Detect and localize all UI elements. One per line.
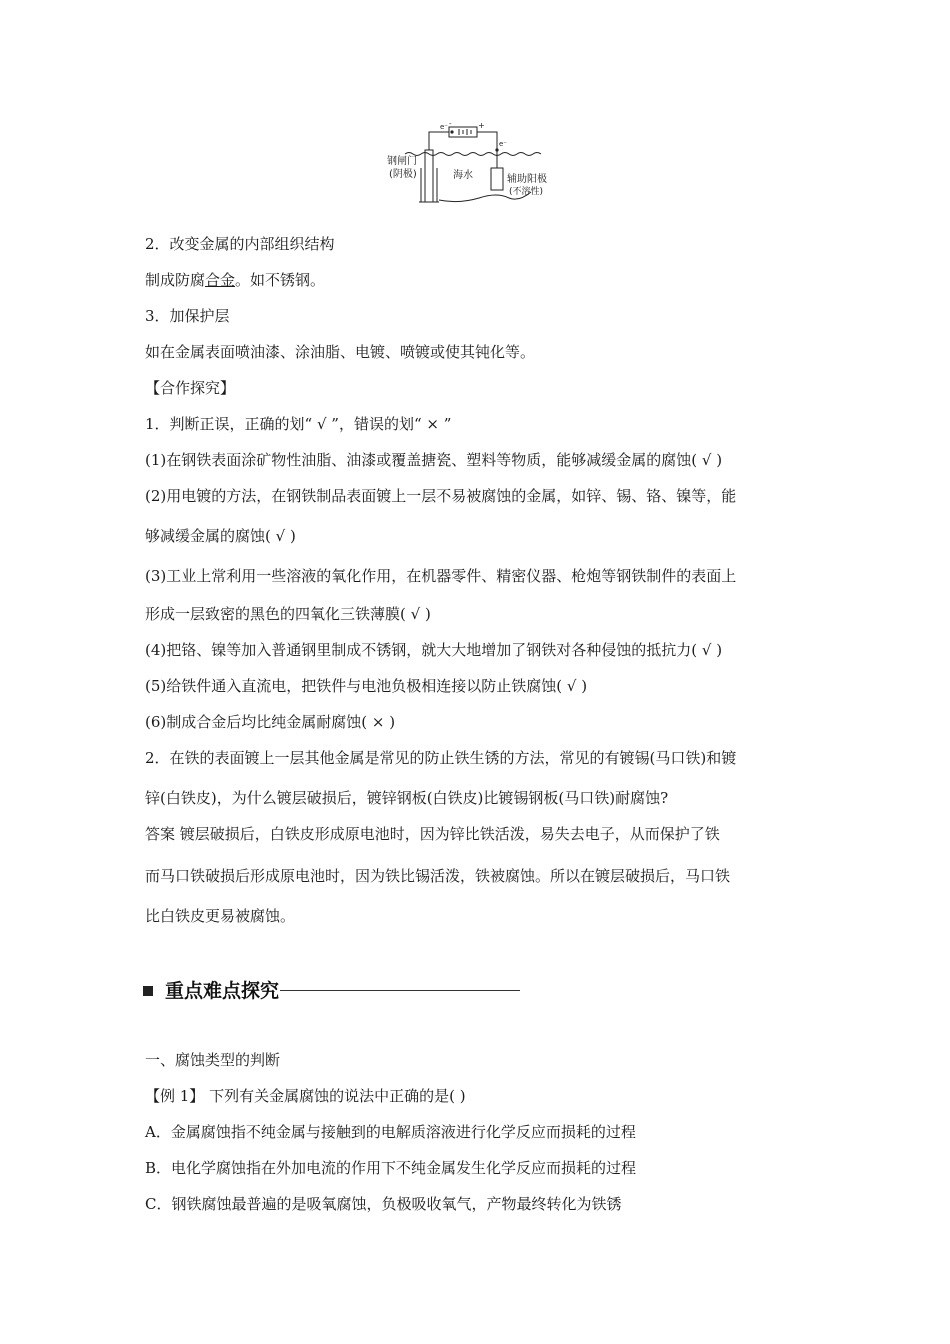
text-span: 制成防腐 — [145, 271, 206, 289]
text-line — [145, 270, 325, 290]
auxiliary-anode-label: 辅助阳极 — [507, 174, 547, 185]
subsection-title: 一、腐蚀类型的判断 — [145, 1051, 281, 1069]
section-heading — [143, 978, 543, 1006]
steel-gate-icon — [425, 150, 433, 202]
section-label: 【合作探究】 — [145, 379, 236, 397]
underlined-term: 合金 — [205, 271, 236, 289]
minus-label: - — [449, 120, 452, 128]
text-span: 。如不锈钢。 — [235, 271, 326, 289]
answer-text: 而马口铁破损后形成原电池时，因为铁比锡活泼，铁被腐蚀。所以在镀层破损后，马口铁 — [145, 867, 731, 885]
question-text: 2．在铁的表面镀上一层其他金属是常见的防止铁生锈的方法，常见的有镀锡(马口铁)和镀 — [145, 749, 737, 767]
question-text: 锌(白铁皮)，为什么镀层破损后，镀锌钢板(白铁皮)比镀锡钢板(马口铁)耐腐蚀? — [145, 789, 669, 807]
question-item: 够减缓金属的腐蚀( √ ) — [145, 527, 296, 545]
steel-gate-label: 钢闸门 — [387, 156, 417, 167]
question-item: (1)在钢铁表面涂矿物性油脂、油漆或覆盖搪瓷、塑料等物质，能够减缓金属的腐蚀( √ ) — [145, 451, 723, 469]
option-b: B．电化学腐蚀指在外加电流的作用下不纯金属发生化学反应而损耗的过程 — [145, 1159, 637, 1177]
question-item: (3)工业上常利用一些溶液的氧化作用，在机器零件、精密仪器、枪炮等钢铁制件的表面上 — [145, 567, 737, 585]
text-line: 3．加保护层 — [145, 307, 230, 325]
heading-rule — [280, 990, 520, 991]
section-title: 重点难点探究 — [165, 980, 280, 1002]
option-c: C．钢铁腐蚀最普遍的是吸氧腐蚀，负极吸收氧气，产物最终转化为铁锈 — [145, 1195, 622, 1213]
question-item: 形成一层致密的黑色的四氧化三铁薄膜( √ ) — [145, 605, 431, 623]
electron-label-right: e⁻ — [499, 140, 508, 148]
question-item: (6)制成合金后均比纯金属耐腐蚀( × ) — [145, 713, 396, 731]
plus-label: + — [478, 121, 485, 130]
question-item: (4)把铬、镍等加入普通钢里制成不锈钢，就大大地增加了钢铁对各种侵蚀的抵抗力( √ ) — [145, 641, 723, 659]
seawater-label: 海水 — [453, 170, 473, 181]
square-bullet-icon — [143, 986, 153, 996]
auxiliary-anode-icon — [491, 168, 503, 190]
cathode-label: (阴极) — [389, 169, 417, 180]
example-question: 【例 1】 下列有关金属腐蚀的说法中正确的是( ) — [145, 1087, 466, 1105]
text-line: 如在金属表面喷油漆、涂油脂、电镀、喷镀或使其钝化等。 — [145, 343, 536, 361]
insoluble-label: (不溶性) — [509, 187, 544, 197]
electron-label-left: e⁻ — [440, 123, 449, 131]
question-item: (5)给铁件通入直流电，把铁件与电池负极相连接以防止铁腐蚀( √ ) — [145, 677, 588, 695]
option-a: A．金属腐蚀指不纯金属与接触到的电解质溶液进行化学反应而损耗的过程 — [145, 1123, 636, 1141]
text-line: 1．判断正误，正确的划“ √ ”，错误的划“ × ” — [145, 415, 452, 433]
answer-text: 比白铁皮更易被腐蚀。 — [145, 907, 296, 925]
answer-text: 答案 镀层破损后，白铁皮形成原电池时，因为锌比铁活泼，易失去电子，从而保护了铁 — [145, 825, 720, 843]
question-item: (2)用电镀的方法，在钢铁制品表面镀上一层不易被腐蚀的金属，如锌、锡、铬、镍等，能 — [145, 487, 737, 505]
cathodic-protection-diagram — [385, 120, 565, 208]
text-line: 2．改变金属的内部组织结构 — [145, 235, 335, 253]
